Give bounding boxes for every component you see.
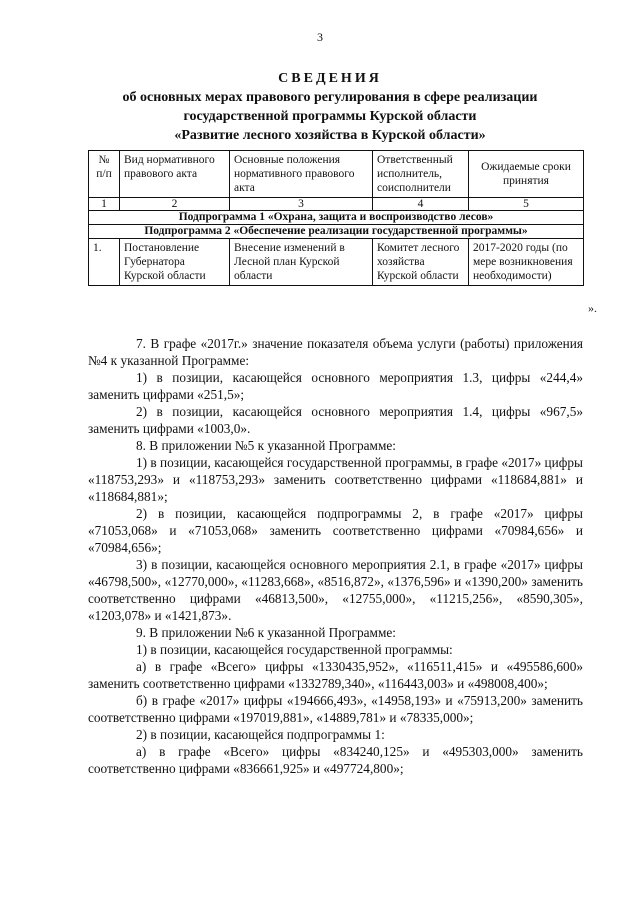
title-line-3: «Развитие лесного хозяйства в Курской области» xyxy=(174,128,486,143)
header-provisions: Основные положения нормативного правового акта xyxy=(230,151,373,198)
row-deadline: 2017-2020 годы (по мере возникновения необходимости) xyxy=(469,239,584,286)
subprogram-2-heading: Подпрограмма 2 «Обеспечение реализации государственной программы» xyxy=(89,225,584,239)
closing-quote: ». xyxy=(588,301,597,315)
title-main: СВЕДЕНИЯ xyxy=(278,71,382,86)
row-executor: Комитет лесного хозяйства Курской области xyxy=(373,239,469,286)
table-row xyxy=(89,239,584,286)
paragraph: а) в графе «Всего» цифры «1330435,952», «116511,415» и «495586,600» заменить соответственно цифрами «1332789,340», «116443,003» и «498008,400»; xyxy=(88,659,583,691)
title-line-2: государственной программы Курской области xyxy=(183,109,477,124)
document-body xyxy=(88,335,583,777)
paragraph: 1) в позиции, касающейся основного мероприятия 1.3, цифры «244,4» заменить цифрами «251,5»; xyxy=(88,370,583,402)
table-subprogram-row xyxy=(89,211,584,225)
paragraph: б) в графе «2017» цифры «194666,493», «14958,193» и «75913,200» заменить соответственно цифрами «197019,881», «14889,781» и «78335,000»; xyxy=(88,693,583,725)
subprogram-1-heading: Подпрограмма 1 «Охрана, защита и воспроизводство лесов» xyxy=(89,211,584,225)
paragraph: 9. В приложении №6 к указанной Программе: xyxy=(136,625,396,640)
column-number: 3 xyxy=(230,198,373,211)
row-number: 1. xyxy=(89,239,120,286)
page-number: 3 xyxy=(317,30,323,44)
column-number: 1 xyxy=(89,198,120,211)
row-provisions: Внесение изменений в Лесной план Курской области xyxy=(230,239,373,286)
title-line-1: об основных мерах правового регулирования в сфере реализации xyxy=(122,90,538,105)
column-number: 2 xyxy=(120,198,230,211)
paragraph: 7. В графе «2017г.» значение показателя объема услуги (работы) приложения №4 к указанной Программе: xyxy=(88,336,583,368)
paragraph: 2) в позиции, касающейся подпрограммы 1: xyxy=(136,727,385,742)
paragraph: 2) в позиции, касающейся подпрограммы 2, в графе «2017» цифры «71053,068» и «71053,068» заменить соответственно цифрами «70984,656» и «70984,656»; xyxy=(88,506,583,555)
column-number: 5 xyxy=(469,198,584,211)
header-number: № п/п xyxy=(89,151,120,198)
row-act-type: Постановление Губернатора Курской области xyxy=(120,239,230,286)
paragraph: а) в графе «Всего» цифры «834240,125» и «495303,000» заменить соответственно цифрами «836661,925» и «497724,800»; xyxy=(88,744,583,776)
header-executor: Ответственный исполнитель, соисполнители xyxy=(373,151,469,198)
table-header-row xyxy=(89,151,584,198)
document-title xyxy=(70,70,590,145)
paragraph: 1) в позиции, касающейся государственной программы: xyxy=(136,642,453,657)
paragraph: 8. В приложении №5 к указанной Программе: xyxy=(136,438,396,453)
table-subprogram-row xyxy=(89,225,584,239)
column-number: 4 xyxy=(373,198,469,211)
paragraph: 1) в позиции, касающейся государственной программы, в графе «2017» цифры «118753,293» и «118753,293» заменить соответственно цифрами «118684,881» и «118684,881»; xyxy=(88,455,583,504)
paragraph: 3) в позиции, касающейся основного мероприятия 2.1, в графе «2017» цифры «46798,500», «12770,000», «11283,668», «8516,872», «1376,596» и «1390,200» заменить соответственно цифрами «46813,500», «12755,000», «11215,256», «8590,305», «1203,078» и «1421,873». xyxy=(88,557,583,623)
paragraph: 2) в позиции, касающейся основного мероприятия 1.4, цифры «967,5» заменить цифрами «1003,0». xyxy=(88,404,583,436)
table-number-row xyxy=(89,198,584,211)
header-deadline: Ожидаемые сроки принятия xyxy=(469,151,584,198)
header-act-type: Вид нормативного правового акта xyxy=(120,151,230,198)
measures-table xyxy=(88,150,584,286)
